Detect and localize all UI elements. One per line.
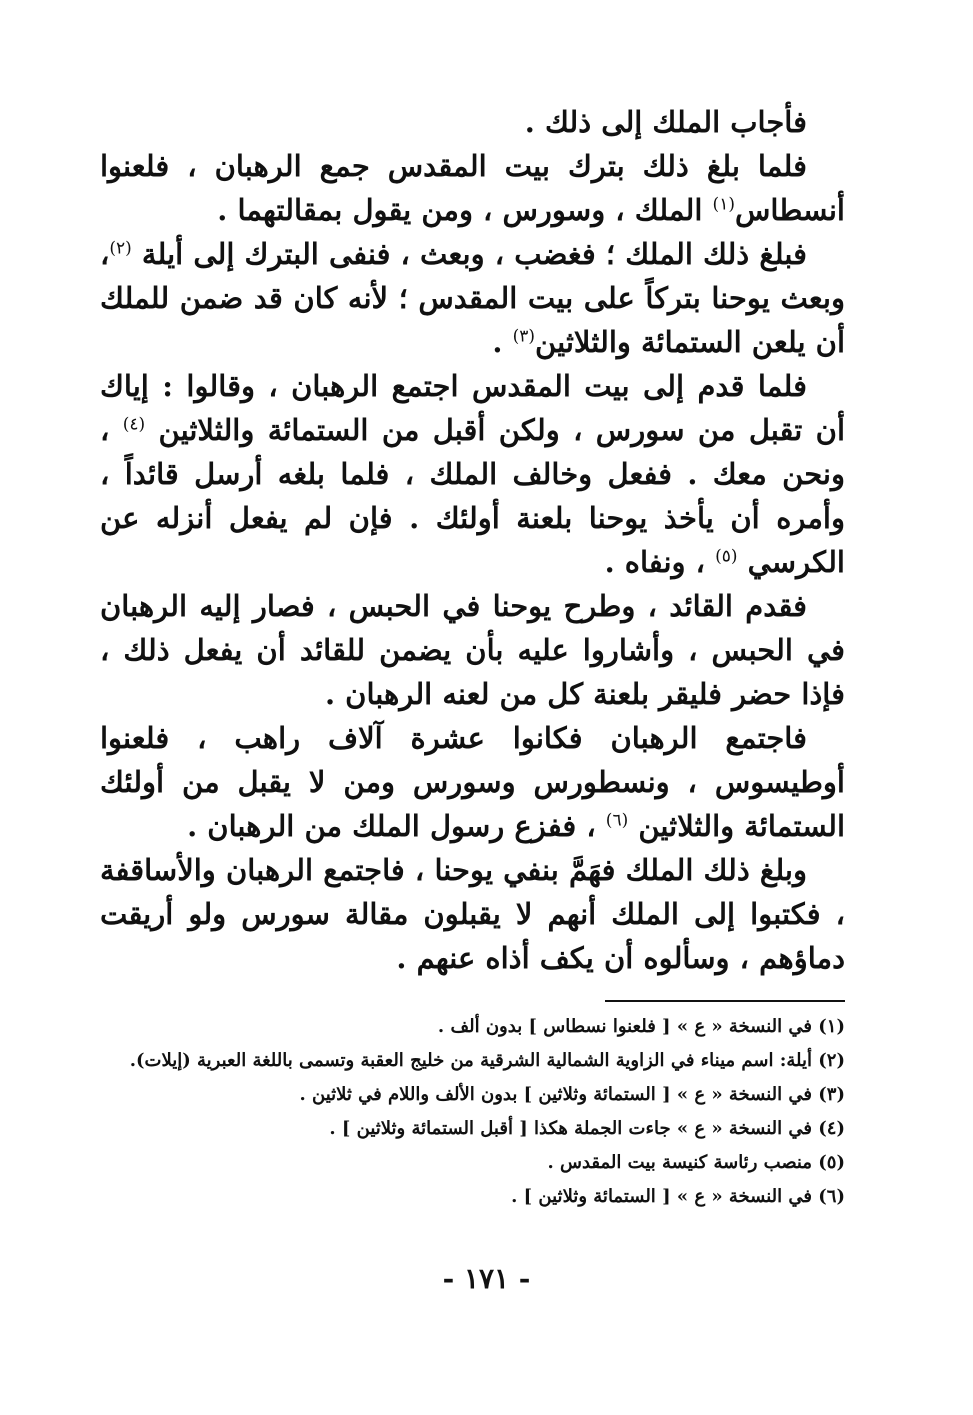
footnotes xyxy=(125,1010,845,1214)
paragraph-1-text: فأجاب الملك إلى ذلك . xyxy=(524,105,807,139)
footnote-1: (١) في النسخة « ع » [ فلعنوا نسطاس ] بدون ألف . xyxy=(437,1016,845,1037)
paragraph-5-text: فقدم القائد ، وطرح يوحنا في الحبس ، فصار إليه الرهبان في الحبس ، وأشاروا عليه بأن يضمن للقائد أن يفعل ذلك ، فإذا حضر فليقر بلعنة كل من لعنه الرهبان . xyxy=(100,589,845,711)
paragraph-3-text-b: ، وبعث يوحنا بتركاً على بيت المقدس ؛ لأنه كان قد ضمن للملك أن يلعن الستمائة والثلاثين xyxy=(100,237,845,359)
paragraph-6-text-b: ، ففزع رسول الملك من الرهبان . xyxy=(187,809,606,843)
footnote-3: (٣) في النسخة « ع » [ الستمائة وثلاثين ] بدون الألف واللام في ثلاثين . xyxy=(299,1084,845,1105)
footnote-5: (٥) منصب رئاسة كنيسة بيت المقدس . xyxy=(547,1152,845,1173)
paragraph-3 xyxy=(100,232,845,364)
paragraph-4-text-c: ، ونفاه . xyxy=(604,545,716,579)
paragraph-6 xyxy=(100,716,845,848)
paragraph-4 xyxy=(100,364,845,584)
page-number: - ١٧١ - xyxy=(442,1262,531,1295)
paragraph-2-text-b: الملك ، وسورس ، ومن يقول بمقالتهما . xyxy=(217,193,713,227)
main-text xyxy=(100,100,845,980)
paragraph-6-text-a: فاجتمع الرهبان فكانوا عشرة آلاف راهب ، فلعنوا أوطيسوس ، ونسطورس وسورس ومن لا يقبل من أولئك الستمائة والثلاثين xyxy=(100,721,845,843)
footnote-separator xyxy=(605,1000,845,1002)
paragraph-7 xyxy=(100,848,845,980)
page-body xyxy=(100,100,845,980)
footnote-4: (٤) في النسخة « ع » جاءت الجملة هكذا [ أقبل الستمائة وثلاثين ] . xyxy=(329,1118,845,1139)
footnote-marker-3: (٣) xyxy=(512,326,536,347)
paragraph-3-text-c: . xyxy=(492,325,513,359)
footnote-marker-6: (٦) xyxy=(605,810,629,831)
paragraph-2-text-a: فلما بلغ ذلك بترك بيت المقدس جمع الرهبان ، فلعنوا أنسطاس xyxy=(100,149,845,227)
paragraph-1 xyxy=(100,100,845,144)
footnote-marker-1: (١) xyxy=(712,194,735,215)
footnote-2: (٢) أيلة: اسم ميناء في الزاوية الشمالية الشرقية من خليج العقبة وتسمى باللغة العبرية (إيلات). xyxy=(129,1050,845,1071)
paragraph-7-text: وبلغ ذلك الملك فهَمَّ بنفي يوحنا ، فاجتمع الرهبان والأساقفة ، فكتبوا إلى الملك أنهم لا يقبلون مقالة سورس ولو أريقت دماؤهم ، وسألوه أن يكف أذاه عنهم . xyxy=(100,853,845,975)
paragraph-3-text-a: فبلغ ذلك الملك ؛ فغضب ، وبعث ، فنفى البترك إلى أيلة xyxy=(131,237,807,271)
paragraph-4-text-b: ، ونحن معك . ففعل وخالف الملك ، فلما بلغه أرسل قائداً ، وأمره أن يأخذ يوحنا بلعنة أولئك . فإن لم يفعل أنزله عن الكرسي xyxy=(100,413,845,579)
footnote-marker-4: (٤) xyxy=(122,414,146,435)
paragraph-5 xyxy=(100,584,845,716)
footnote-marker-2: (٢) xyxy=(109,238,132,259)
paragraph-2 xyxy=(100,144,845,232)
paragraph-4-text-a: فلما قدم إلى بيت المقدس اجتمع الرهبان ، وقالوا : إياك أن تقبل من سورس ، ولكن أقبل من الستمائة والثلاثين xyxy=(100,369,845,447)
footnote-marker-5: (٥) xyxy=(715,546,738,567)
footnote-6: (٦) في النسخة « ع » [ الستمائة وثلاثين ] . xyxy=(511,1186,845,1207)
